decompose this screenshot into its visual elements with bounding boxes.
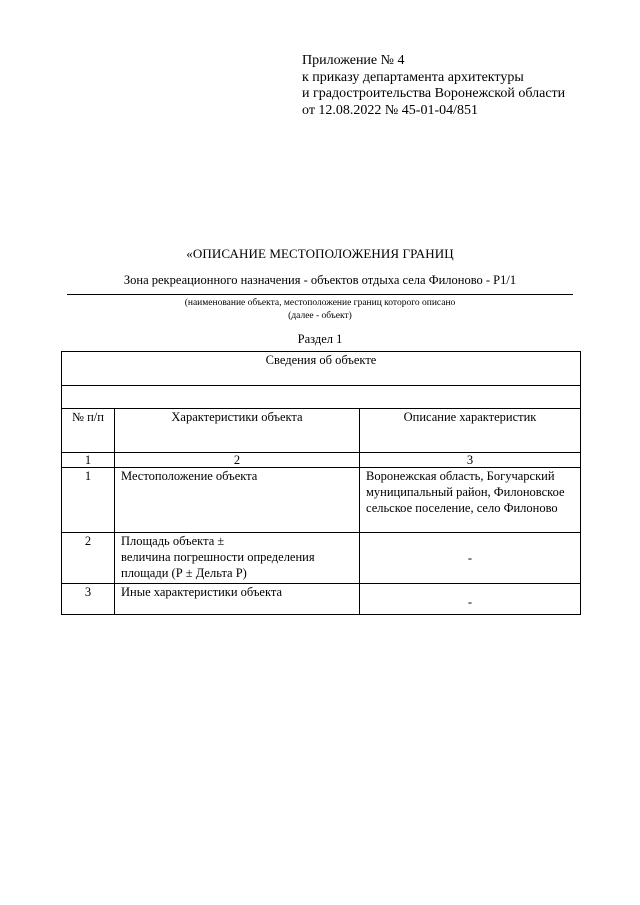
appendix-line: от 12.08.2022 № 45-01-04/851	[302, 102, 479, 118]
row-characteristic: Местоположение объекта	[115, 468, 360, 533]
row-description: Воронежская область, Богучарский муниципальный район, Филоновское сельское поселение, село Филоново	[360, 468, 581, 533]
table-header: Сведения об объекте	[62, 352, 581, 386]
row-description: -	[360, 584, 581, 615]
row-description: -	[360, 533, 581, 584]
appendix-block	[302, 53, 565, 119]
underline-rule	[67, 294, 573, 295]
row-characteristic	[115, 533, 360, 584]
characteristic-line: Площадь объекта ±	[121, 534, 225, 548]
appendix-line: Приложение № 4	[302, 53, 405, 68]
table-header-row	[62, 352, 581, 386]
table-row	[62, 468, 581, 533]
table-row	[62, 584, 581, 615]
row-num: 3	[62, 584, 115, 615]
table-row	[62, 533, 581, 584]
section-title: Раздел 1	[297, 332, 343, 346]
appendix-line: к приказу департамента архитектуры	[302, 69, 524, 85]
table-spacer-cell	[62, 386, 581, 409]
caption-line: (наименование объекта, местоположение границ которого описано	[184, 298, 456, 308]
object-caption	[0, 297, 640, 323]
column-numbers-row	[62, 453, 581, 468]
caption-line: (далее - объект)	[288, 311, 352, 321]
object-name: Зона рекреационного назначения - объектов отдыха села Филоново - Р1/1	[123, 273, 517, 287]
row-num: 1	[62, 468, 115, 533]
column-number: 2	[115, 453, 360, 468]
column-header-description: Описание характеристик	[360, 409, 581, 453]
column-number: 1	[62, 453, 115, 468]
row-num: 2	[62, 533, 115, 584]
column-header-num: № п/п	[62, 409, 115, 453]
object-info-table	[61, 351, 581, 615]
column-header-row	[62, 409, 581, 453]
row-characteristic: Иные характеристики объекта	[115, 584, 360, 615]
table-spacer-row	[62, 386, 581, 409]
column-header-characteristics: Характеристики объекта	[115, 409, 360, 453]
characteristic-line: площади (Р ± Дельта Р)	[121, 566, 247, 580]
column-number: 3	[360, 453, 581, 468]
characteristic-line: величина погрешности определения	[121, 550, 315, 564]
appendix-line: и градостроительства Воронежской области	[302, 86, 566, 101]
document-title: «ОПИСАНИЕ МЕСТОПОЛОЖЕНИЯ ГРАНИЦ	[186, 246, 454, 261]
